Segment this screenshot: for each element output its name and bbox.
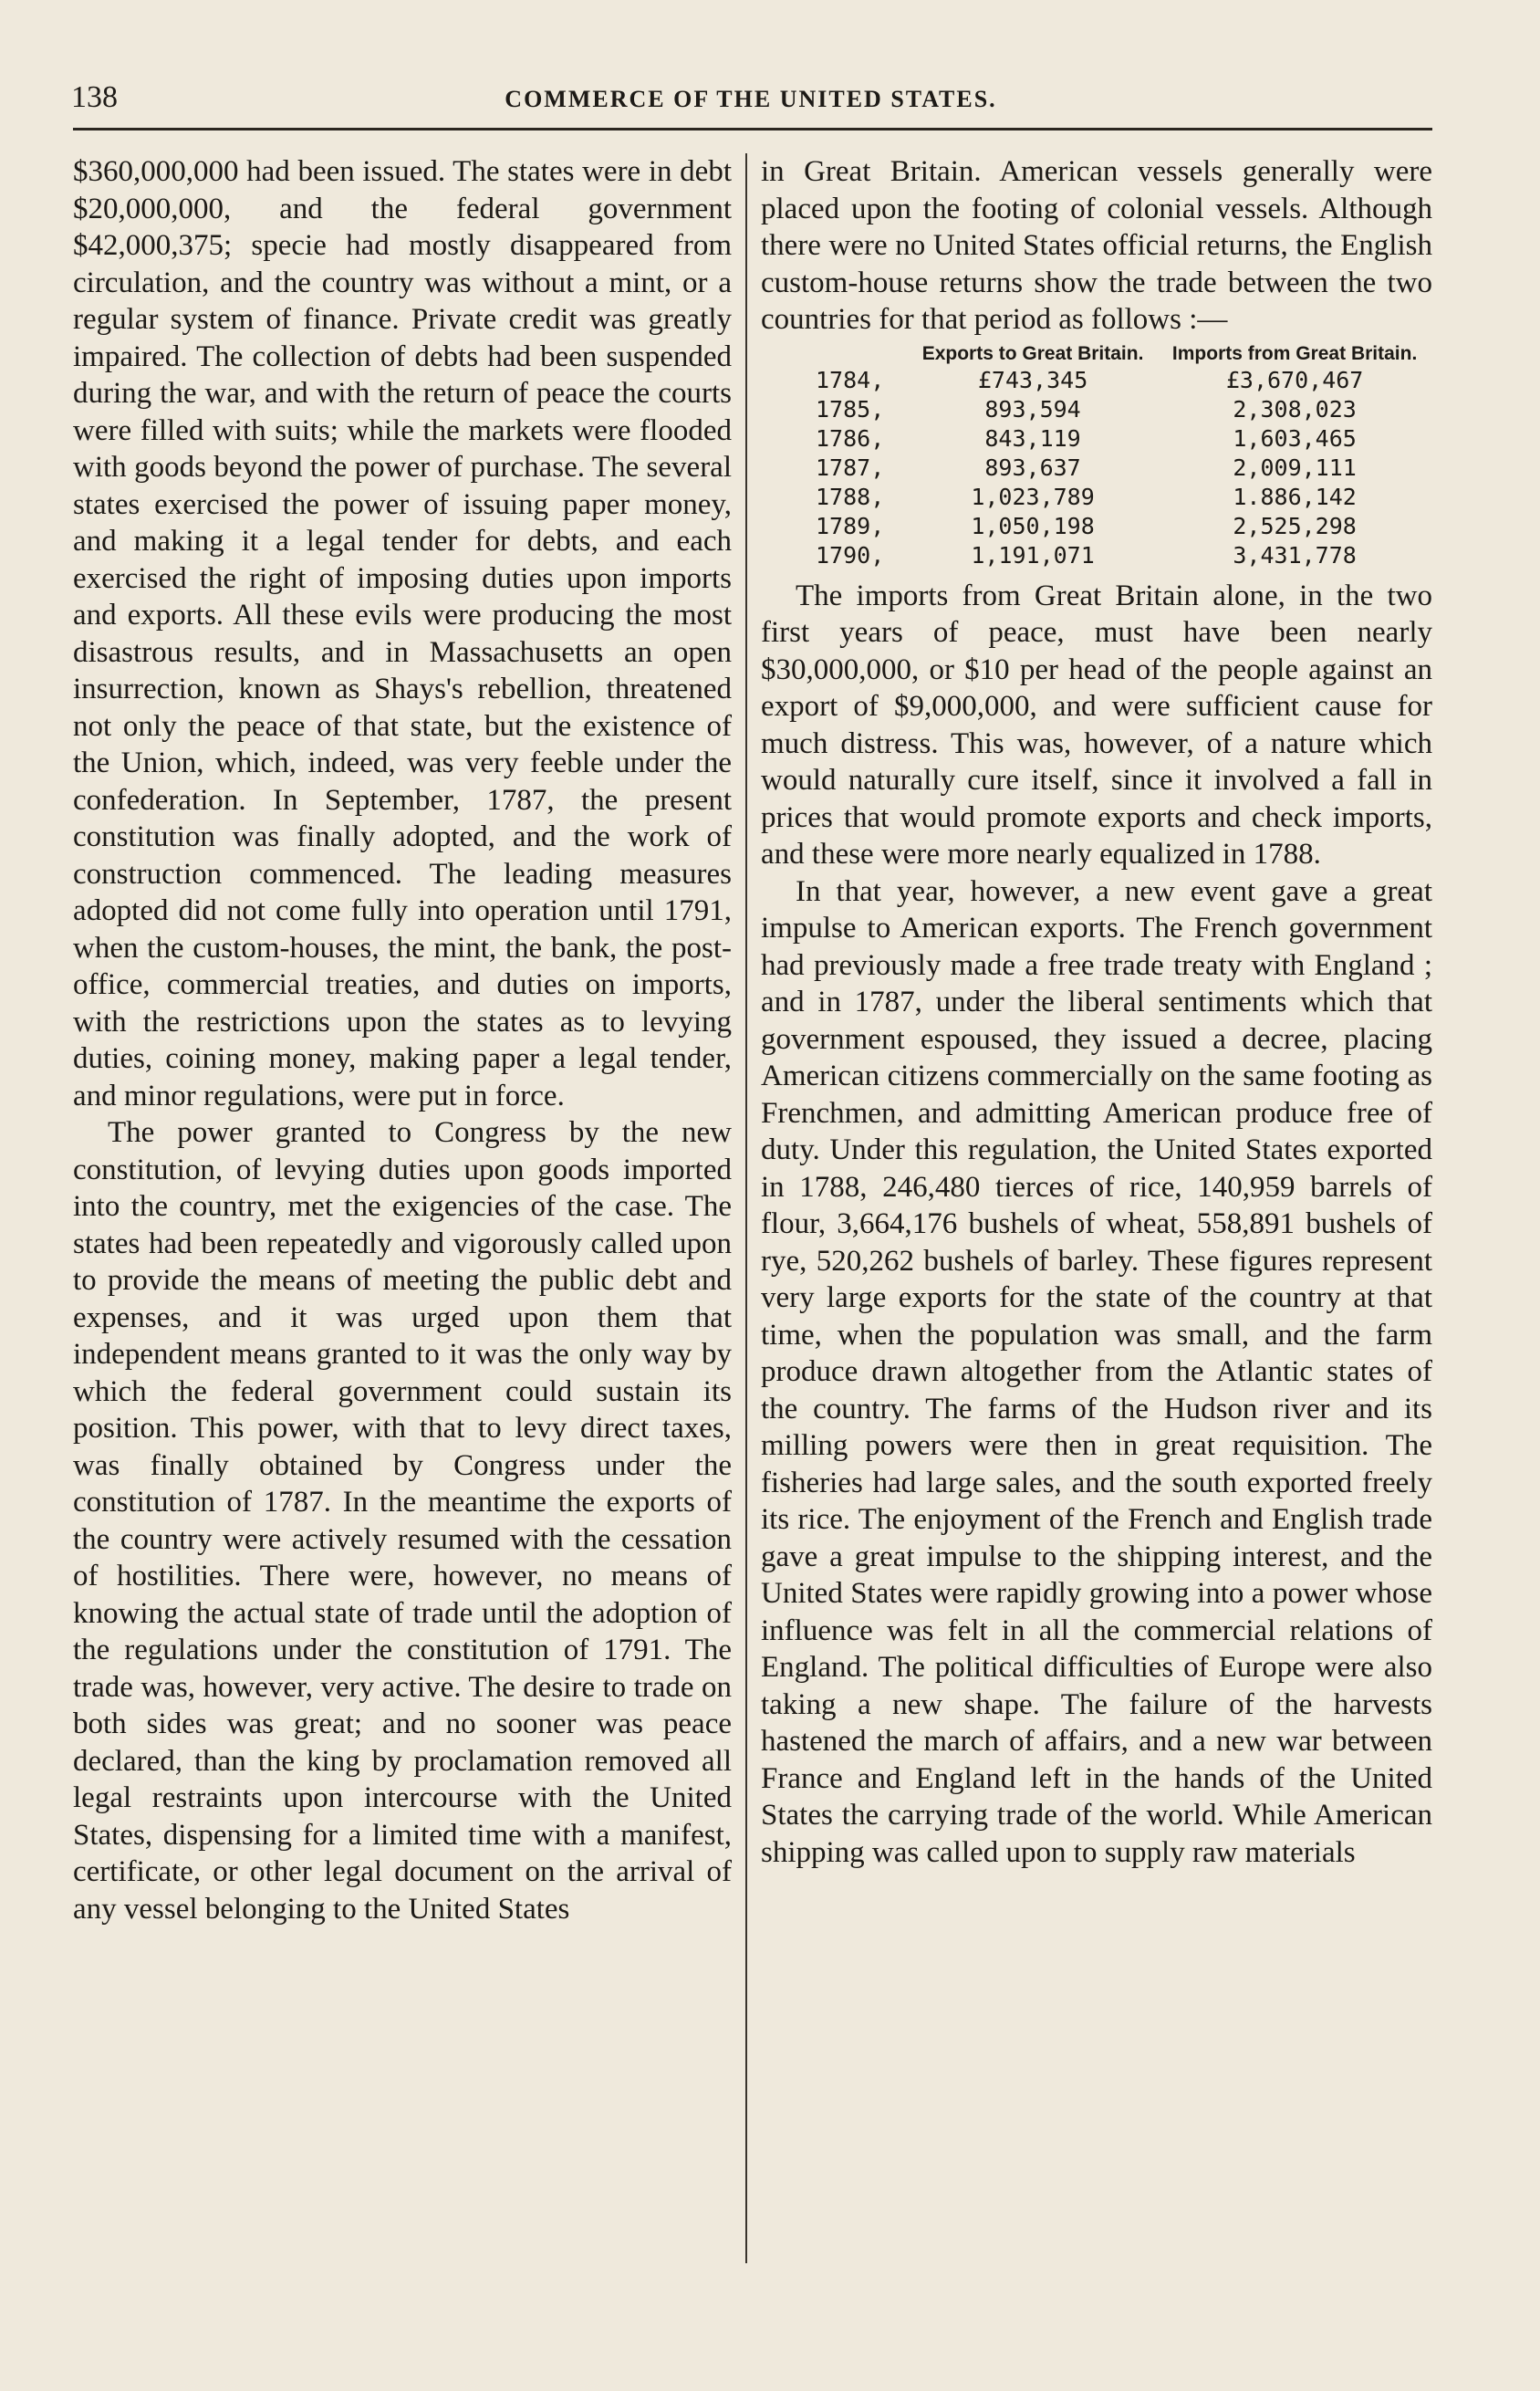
left-column [73,153,732,1927]
column-divider [745,153,747,2263]
table-row [761,395,1432,424]
year-cell: 1789, [816,512,885,539]
imports-cell: 1,603,465 [1233,424,1357,452]
imports-cell: 2,308,023 [1233,395,1357,423]
year-cell: 1785, [816,395,885,423]
page-number: 138 [71,80,118,114]
left-paragraph-1: $360,000,000 had been issued. The states were in debt $20,000,000, and the federal government $42,000,375; specie had mostly disappeared from circulation, and the country was without a mint, or a regular system of finance. Private credit was greatly impaired. The collection of debts had been suspended during the war, and with the return of peace the courts were filled with suits; while the markets were flooded with goods beyond the power of purchase. The several states exercised the power of issuing paper money, and making it a legal tender for debts, and each exercised the right of imposing duties upon imports and exports. All these evils were producing the most disastrous results, and in Massachusetts an open insurrection, known as Shays's rebellion, threatened not only the peace of that state, but the existence of the Union, which, indeed, was very feeble under the confederation. In September, 1787, the present constitution was finally adopted, and the work of construction commenced. The leading measures adopted did not come fully into operation until 1791, when the custom-houses, the mint, the bank, the post-office, commercial treaties, and duties on imports, with the restrictions upon the states as to levying duties, coining money, making paper a legal tender, and minor regulations, were put in force. [73,155,732,1112]
imports-header: Imports from Great Britain. [1171,342,1418,364]
year-cell: 1786, [816,424,885,452]
table-row [761,512,1432,541]
right-intro-paragraph: in Great Britain. American vessels generally were placed upon the footing of colonial vessels. Although there were no United States official returns, the English custom-house returns show the trade between the two countries for that period as follows :— [761,155,1432,336]
imports-cell: 2,009,111 [1233,454,1357,481]
exports-cell: 1,191,071 [971,541,1095,569]
year-cell: 1787, [816,454,885,481]
running-title: COMMERCE OF THE UNITED STATES. [505,86,997,112]
table-row [761,454,1432,483]
left-paragraph-2: The power granted to Congress by the new constitution, of levying duties upon goods imported into the country, met the exigencies of the case. The states had been repeatedly and vigorously called upon to provide the means of meeting the public debt and expenses, and it was urged upon them that independent means granted to it was the only way by which the federal government could sustain its position. This power, with that to levy direct taxes, was finally obtained by Congress under the constitution of 1787. In the meantime the exports of the country were actively resumed with the cessation of hostilities. There were, however, no means of knowing the actual state of trade until the adoption of the regulations under the constitution of 1791. The trade was, however, very active. The desire to trade on both sides was great; and no sooner was peace declared, than the king by proclamation removed all legal restraints upon intercourse with the United States, dispensing for a limited time with a manifest, certificate, or other legal document on the arrival of any vessel belonging to the United States [73,1116,732,1926]
imports-cell: 2,525,298 [1233,512,1357,539]
year-cell: 1790, [816,541,885,569]
page-header [71,80,1431,120]
table-row [761,541,1432,570]
imports-cell: 1.886,142 [1233,483,1357,510]
right-paragraph-2: In that year, however, a new event gave a great impulse to American exports. The French government had previously made a free trade treaty with England ; and in 1787, under the liberal sentiments which that government espoused, they issued a decree, placing American citizens commercially on the same footing as Frenchmen, and admitting American produce free of duty. Under this regulation, the United States exported in 1788, 246,480 tierces of rice, 140,959 barrels of flour, 3,664,176 bushels of wheat, 558,891 bushels of rye, 520,262 bushels of barley. These figures represent very large exports for the state of the country at that time, when the population was small, and the farm produce drawn altogether from the Atlantic states of the country. The farms of the Hudson river and its milling powers were then in great requisition. The fisheries had large sales, and the south exported freely its rice. The enjoyment of the French and English trade gave a great impulse to the shipping interest, and the United States were rapidly growing into a power whose influence was felt in all the commercial relations of England. The political difficulties of Europe were also taking a new shape. The failure of the harvests hastened the march of affairs, and a new war between France and England left in the hands of the United States the carrying trade of the world. While American shipping was called upon to supply raw materials [761,874,1432,1869]
trade-table [761,344,1432,570]
trade-table-header [761,344,1432,366]
imports-cell: £3,670,467 [1225,366,1364,393]
exports-cell: £743,345 [977,366,1088,393]
header-rule [73,128,1432,131]
right-column [761,153,1432,1871]
exports-cell: 1,023,789 [971,483,1095,510]
exports-cell: 893,594 [984,395,1081,423]
table-row [761,366,1432,395]
year-header [761,344,909,366]
right-paragraph-1: The imports from Great Britain alone, in the two first years of peace, must have been nearly $30,000,000, or $10 per head of the people against an export of $9,000,000, and were sufficient cause for much distress. This was, however, of a nature which would naturally cure itself, since it involved a fall in prices that would promote exports and check imports, and these were more nearly equalized in 1788. [761,579,1432,871]
exports-cell: 1,050,198 [971,512,1095,539]
exports-cell: 843,119 [984,424,1081,452]
exports-header: Exports to Great Britain. [921,342,1144,364]
year-cell: 1784, [816,366,885,393]
table-row [761,483,1432,512]
exports-cell: 893,637 [984,454,1081,481]
year-cell: 1788, [816,483,885,510]
table-row [761,424,1432,454]
imports-cell: 3,431,778 [1233,541,1357,569]
